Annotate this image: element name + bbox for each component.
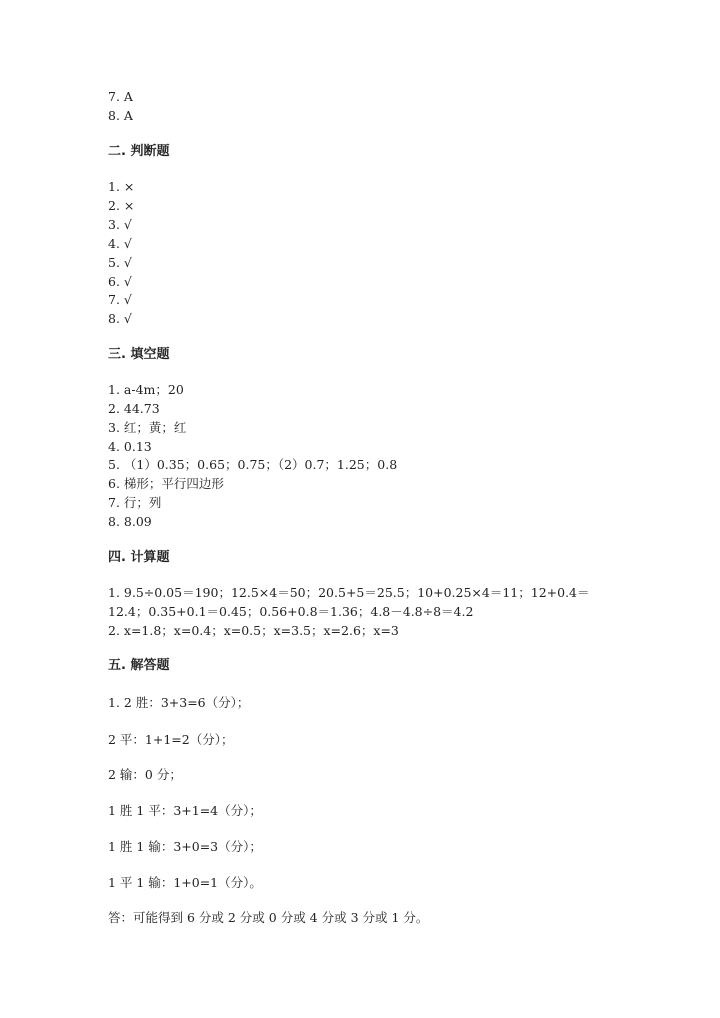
answer-line: 1. × bbox=[108, 179, 135, 194]
answer-line: 7. 行；列 bbox=[108, 495, 162, 510]
answer-line: 1. 9.5÷0.05＝190；12.5×4＝50；20.5+5＝25.5；10+0.25×4＝11；12+0.4＝ bbox=[108, 585, 590, 600]
section-heading-word-problems: 五. 解答题 bbox=[108, 658, 170, 673]
answer-line: 4. √ bbox=[108, 236, 132, 251]
answer-line: 2. x=1.8；x=0.4；x=0.5；x=3.5；x=2.6；x=3 bbox=[108, 623, 399, 638]
answer-line: 6. √ bbox=[108, 274, 132, 289]
answer-line: 5. √ bbox=[108, 255, 132, 270]
answer-line: 8. 8.09 bbox=[108, 514, 152, 529]
answer-line: 2 输：0 分； bbox=[108, 767, 182, 782]
answer-line: 2. × bbox=[108, 198, 135, 213]
section-heading-true-false: 二. 判断题 bbox=[108, 144, 170, 159]
answer-line: 2. 44.73 bbox=[108, 401, 160, 416]
answer-line: 8. A bbox=[108, 108, 133, 123]
answer-line: 8. √ bbox=[108, 311, 132, 326]
answer-line: 3. 红；黄；红 bbox=[108, 420, 187, 435]
answer-line: 2 平：1+1=2（分）； bbox=[108, 732, 234, 747]
answer-line: 12.4；0.35+0.1＝0.45；0.56+0.8＝1.36；4.8－4.8÷8＝4.2 bbox=[108, 604, 474, 619]
answer-line: 5. （1）0.35；0.65；0.75；（2）0.7；1.25；0.8 bbox=[108, 457, 398, 472]
answer-line: 7. A bbox=[108, 89, 133, 104]
section-heading-fill-in: 三. 填空题 bbox=[108, 347, 170, 362]
answer-line: 4. 0.13 bbox=[108, 439, 152, 454]
answer-line: 1. 2 胜：3+3=6（分）； bbox=[108, 695, 250, 710]
answer-line: 7. √ bbox=[108, 292, 132, 307]
answer-line: 1 胜 1 输：3+0=3（分）； bbox=[108, 839, 262, 854]
answer-line: 1 平 1 输：1+0=1（分）。 bbox=[108, 875, 262, 890]
answer-line: 1 胜 1 平：3+1=4（分）； bbox=[108, 803, 262, 818]
answer-line: 3. √ bbox=[108, 217, 132, 232]
answer-line: 答：可能得到 6 分或 2 分或 0 分或 4 分或 3 分或 1 分。 bbox=[108, 910, 429, 925]
section-heading-calculation: 四. 计算题 bbox=[108, 550, 170, 565]
answer-line: 6. 梯形；平行四边形 bbox=[108, 476, 224, 491]
answer-line: 1. a-4m；20 bbox=[108, 382, 184, 397]
